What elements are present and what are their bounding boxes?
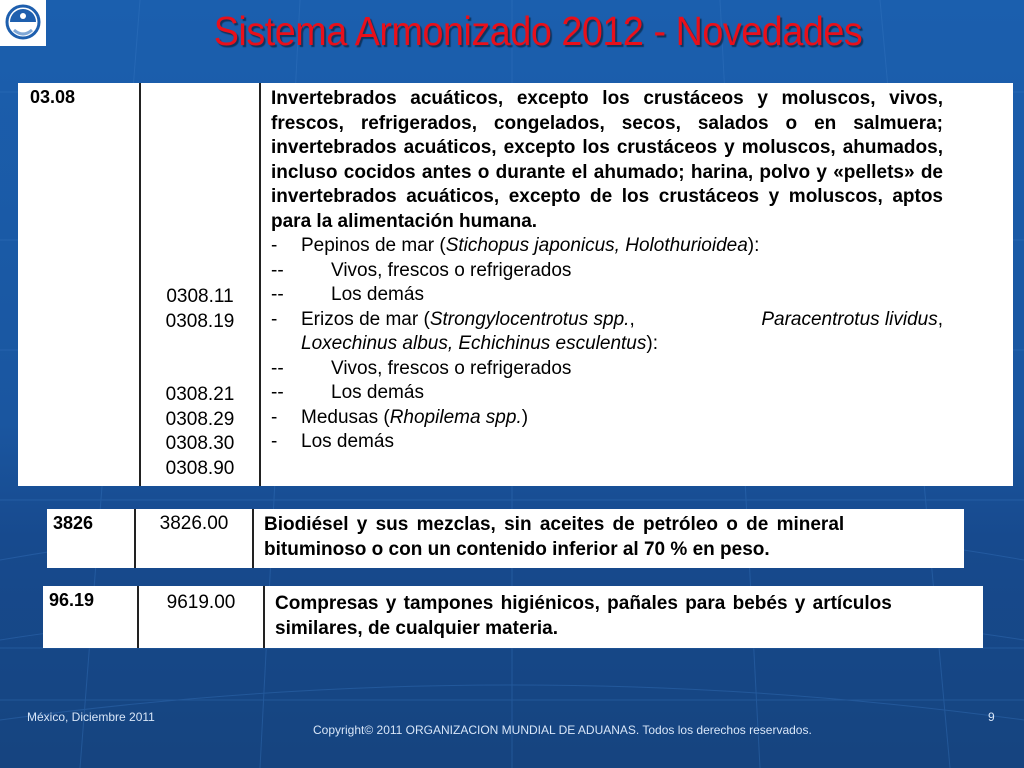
description-text: Vivos, frescos o refrigerados — [331, 357, 572, 379]
description-text: Medusas ( — [301, 406, 390, 428]
heading-description: Invertebrados acuáticos, excepto los crustáceos y moluscos, vivos, frescos, refrigerados, congelados, secos, salados o en salmuera; invertebrados acuáticos, excepto los crustáceos y moluscos, ahumados, incluso cocidos antes o durante el ahumado; harina, polvo y «pellets» de invertebrados acuáticos, excepto de los crustáceos y moluscos, aptos para la alimentación humana. — [271, 88, 943, 232]
description-text: ): — [747, 235, 760, 256]
description-line — [271, 406, 943, 431]
subheading-code: 9619.00 — [166, 592, 236, 613]
page-title: Sistema Armonizado 2012 - Novedades — [213, 8, 863, 54]
footer-copyright: Copyright© 2011 ORGANIZACION MUNDIAL DE ADUANAS. Todos los derechos reservados. — [313, 723, 812, 737]
description-cell — [264, 586, 983, 648]
description-line — [271, 283, 943, 308]
description-text: Los demás — [301, 431, 394, 452]
dash-marker: -- — [271, 357, 284, 379]
subheading-code: 0308.29 — [165, 408, 235, 430]
subheading-code: 3826.00 — [159, 513, 229, 534]
heading-cell — [18, 83, 140, 486]
species-text: Stichopus japonicus, Holothurioidea — [445, 235, 748, 256]
heading-number: 96.19 — [49, 590, 95, 610]
description-column — [260, 83, 1013, 486]
description-line — [271, 430, 943, 455]
footer-date: México, Diciembre 2011 — [27, 710, 155, 724]
subheading-code-cell — [138, 586, 264, 648]
description-line: Biodiésel y sus mezclas, sin aceites de petróleo o de mineral — [264, 514, 845, 535]
tariff-table-3826 — [47, 509, 964, 568]
subheading-code: 0308.19 — [165, 310, 235, 332]
species-text: Paracentrotus lividus — [761, 308, 938, 330]
description-line — [271, 308, 943, 333]
heading-cell — [47, 509, 135, 568]
species-text: Loxechinus albus, Echichinus esculentus — [301, 333, 647, 354]
description-cell — [253, 509, 964, 568]
spacer — [141, 359, 259, 384]
dash-marker: - — [271, 308, 278, 330]
dash-marker: -- — [271, 284, 284, 305]
dash-marker: -- — [271, 382, 284, 403]
description-line: bituminoso o con un contenido inferior al 70 % en peso. — [264, 538, 770, 560]
dash-marker: -- — [271, 259, 284, 281]
dash-marker — [271, 332, 301, 357]
description-text: Los demás — [331, 382, 424, 403]
description-line: similares, de cualquier materia. — [275, 617, 559, 639]
description-line — [271, 332, 943, 357]
heading-number: 3826 — [53, 513, 94, 533]
description-text: Vivos, frescos o refrigerados — [331, 259, 572, 281]
subheading-code: 0308.21 — [165, 384, 235, 405]
description-line — [271, 381, 943, 406]
description-text: , — [937, 308, 943, 330]
species-text: Rhopilema spp. — [389, 406, 522, 428]
heading-number: 03.08 — [30, 87, 76, 107]
tariff-table-9619 — [43, 586, 983, 648]
description-line — [271, 234, 943, 259]
heading-cell — [43, 586, 138, 648]
description-text: ) — [521, 406, 529, 428]
dash-marker: - — [271, 406, 278, 428]
page-number: 9 — [988, 710, 995, 724]
subheading-code: 0308.90 — [165, 457, 235, 479]
spacer — [141, 334, 259, 359]
species-text: Strongylocentrotus spp. — [429, 308, 630, 330]
description-line: Compresas y tampones higiénicos, pañales para bebés y artículos — [275, 593, 892, 614]
wco-logo — [0, 0, 46, 46]
subheading-code-cell — [135, 509, 253, 568]
description-text: Pepinos de mar ( — [301, 235, 446, 256]
dash-marker: - — [271, 235, 278, 256]
subheading-code: 0308.11 — [166, 286, 234, 307]
description-text: Los demás — [331, 284, 424, 305]
description-text: Erizos de mar ( — [301, 308, 430, 330]
description-line — [271, 259, 943, 284]
description-text: ): — [646, 333, 658, 354]
wco-logo-icon — [0, 0, 46, 46]
subheading-codes-column — [140, 83, 260, 486]
description-text: , — [629, 308, 635, 330]
dash-marker: - — [271, 431, 278, 452]
description-line — [271, 357, 943, 382]
subheading-code: 0308.30 — [165, 433, 235, 454]
tariff-table-0308 — [18, 83, 1013, 486]
